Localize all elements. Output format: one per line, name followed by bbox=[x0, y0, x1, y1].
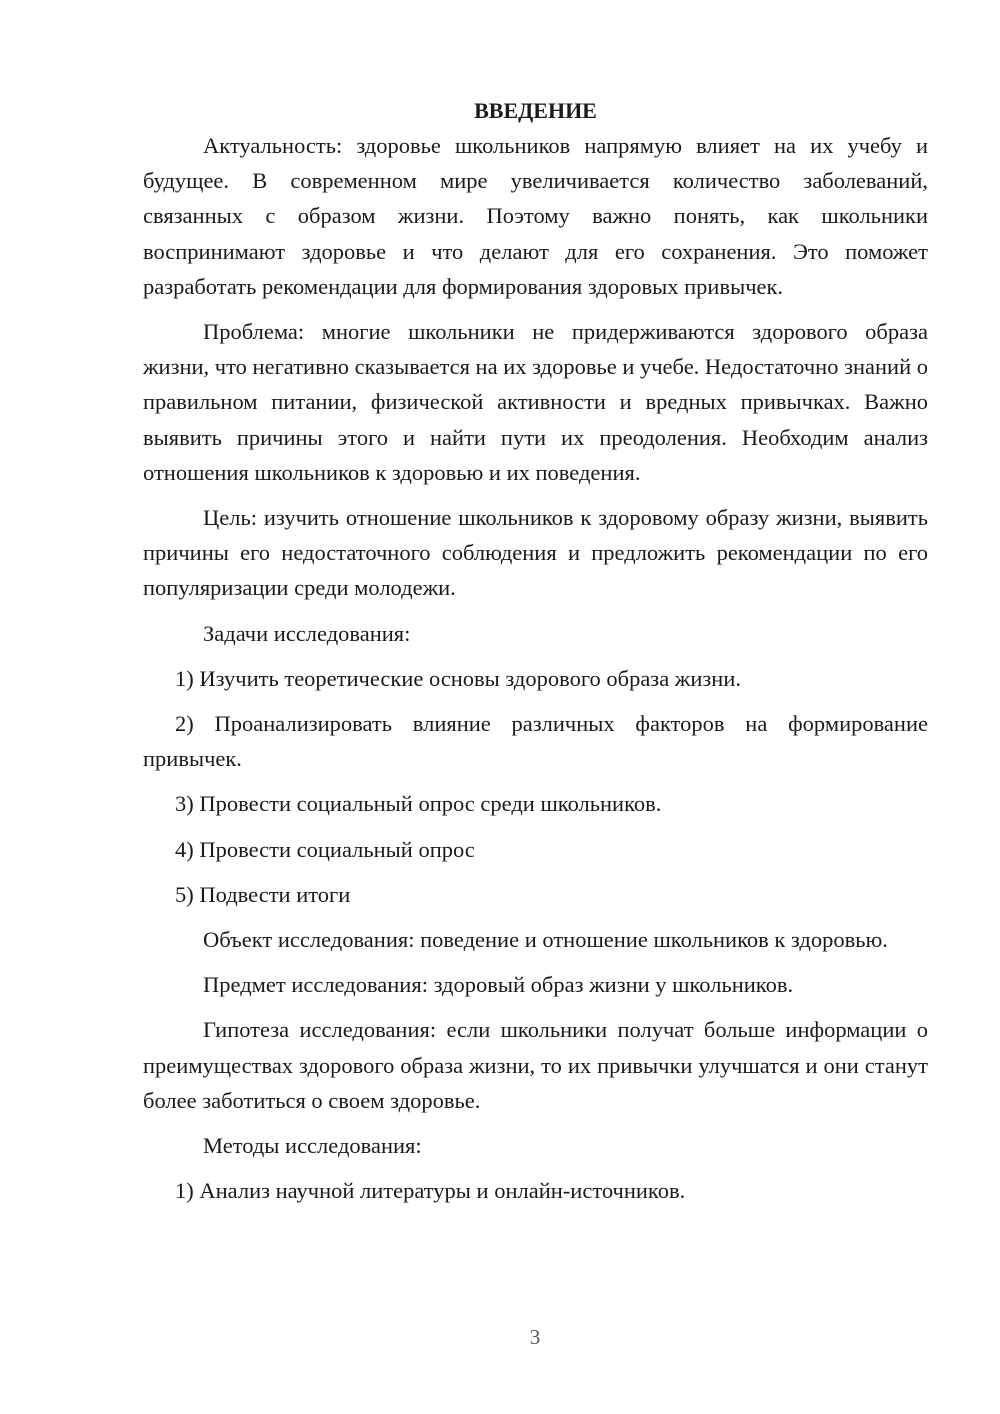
list-item: 5) Подвести итоги bbox=[175, 881, 351, 907]
page-content bbox=[143, 96, 928, 1218]
problem-paragraph: Проблема: многие школьники не придерживаются здорового образа жизни, что негативно сказывается на их здоровье и учебе. Недостаточно знаний о правильном питании, физической активности и вредных привычках. Важно выявить причины этого и найти пути их преодоления. Необходим анализ отношения школьников к здоровью и их поведения. bbox=[143, 319, 928, 485]
tasks-list bbox=[143, 661, 928, 912]
methods-list bbox=[143, 1173, 928, 1208]
list-item: 4) Провести социальный опрос bbox=[175, 836, 475, 862]
list-item: 1) Изучить теоретические основы здорового образа жизни. bbox=[175, 665, 741, 691]
goal-paragraph: Цель: изучить отношение школьников к здоровому образу жизни, выявить причины его недостаточного соблюдения и предложить рекомендации по его популяризации среди молодежи. bbox=[143, 505, 928, 601]
section-heading: ВВЕДЕНИЕ bbox=[474, 98, 597, 123]
subject-paragraph: Предмет исследования: здоровый образ жизни у школьников. bbox=[203, 972, 794, 998]
list-item: 3) Провести социальный опрос среди школьников. bbox=[175, 791, 662, 817]
relevance-paragraph: Актуальность: здоровье школьников напрямую влияет на их учебу и будущее. В современном мире увеличивается количество заболеваний, связанных с образом жизни. Поэтому важно понять, как школьники воспринимают здоровье и что делают для его сохранения. Это поможет разработать рекомендации для формирования здоровых привычек. bbox=[143, 133, 928, 299]
object-paragraph: Объект исследования: поведение и отношение школьников к здоровью. bbox=[203, 927, 888, 953]
list-item: 2) Проанализировать влияние различных факторов на формирование привычек. bbox=[143, 711, 928, 772]
methods-heading: Методы исследования: bbox=[203, 1133, 422, 1159]
hypothesis-paragraph: Гипотеза исследования: если школьники получат больше информации о преимуществах здорового образа жизни, то их привычки улучшатся и они станут более заботиться о своем здоровье. bbox=[143, 1017, 928, 1113]
page-number: 3 bbox=[529, 1325, 541, 1349]
list-item: 1) Анализ научной литературы и онлайн-источников. bbox=[175, 1178, 686, 1204]
tasks-heading: Задачи исследования: bbox=[203, 620, 411, 646]
